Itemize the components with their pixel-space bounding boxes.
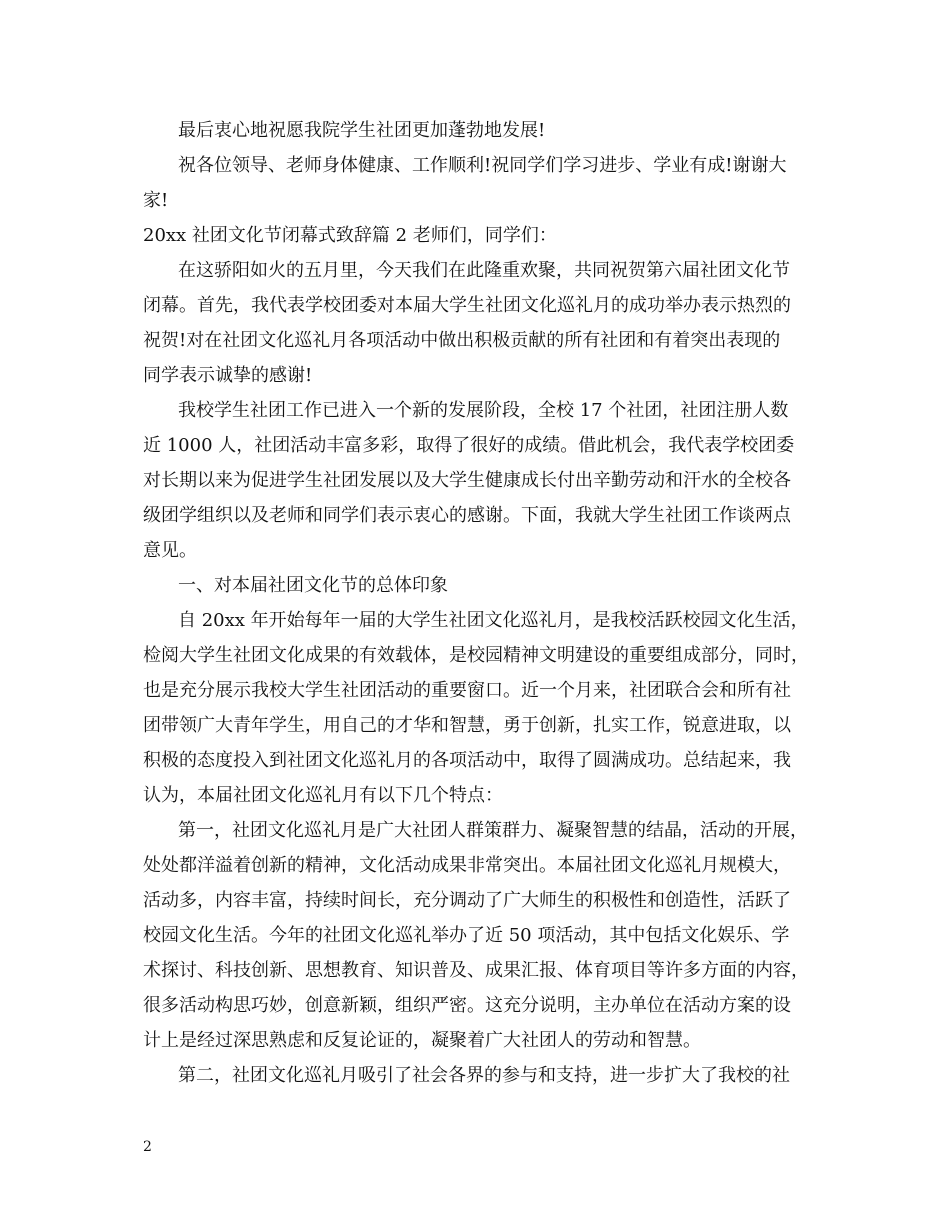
text-line: 闭幕。首先，我代表学校团委对本届大学生社团文化巡礼月的成功举办表示热烈的 [143, 295, 791, 316]
text-line: 团带领广大青年学生，用自己的才华和智慧，勇于创新，扎实工作，锐意进取，以 [143, 715, 791, 736]
text-line: 在这骄阳如火的五月里，今天我们在此隆重欢聚，共同祝贺第六届社团文化节 [178, 260, 790, 281]
text-line: 祝贺!对在社团文化巡礼月各项活动中做出积极贡献的所有社团和有着突出表现的 [143, 330, 781, 351]
text-line: 活动多，内容丰富，持续时间长，充分调动了广大师生的积极性和创造性，活跃了 [143, 890, 791, 911]
text-line: 计上是经过深思熟虑和反复论证的，凝聚着广大社团人的劳动和智慧。 [143, 1030, 701, 1051]
text-line: 积极的态度投入到社团文化巡礼月的各项活动中，取得了圆满成功。总结起来，我 [143, 750, 791, 771]
text-line: 术探讨、科技创新、思想教育、知识普及、成果汇报、体育项目等许多方面的内容， [143, 960, 809, 981]
text-line: 校园文化生活。今年的社团文化巡礼举办了近 50 项活动，其中包括文化娱乐、学 [143, 925, 790, 946]
text-line: 同学表示诚挚的感谢! [143, 365, 313, 386]
text-line: 家! [143, 190, 169, 211]
text-line: 也是充分展示我校大学生社团活动的重要窗口。近一个月来，社团联合会和所有社 [143, 680, 791, 701]
text-line: 最后衷心地祝愿我院学生社团更加蓬勃地发展! [178, 120, 546, 141]
text-line: 处处都洋溢着创新的精神，文化活动成果非常突出。本届社团文化巡礼月规模大， [143, 855, 791, 876]
text-line: 祝各位领导、老师身体健康、工作顺利!祝同学们学习进步、学业有成!谢谢大 [178, 155, 787, 176]
page-number: 2 [143, 1139, 152, 1155]
text-line: 检阅大学生社团文化成果的有效载体，是校园精神文明建设的重要组成部分，同时， [143, 645, 809, 666]
text-line: 对长期以来为促进学生社团发展以及大学生健康成长付出辛勤劳动和汗水的全校各 [143, 470, 791, 491]
text-line: 我校学生社团工作已进入一个新的发展阶段，全校 17 个社团，社团注册人数 [178, 400, 789, 421]
text-line: 意见。 [143, 540, 197, 561]
text-line: 第二，社团文化巡礼月吸引了社会各界的参与和支持，进一步扩大了我校的社 [178, 1065, 790, 1086]
text-line: 很多活动构思巧妙，创意新颖，组织严密。这充分说明，主办单位在活动方案的设 [143, 995, 791, 1016]
text-line: 第一，社团文化巡礼月是广大社团人群策群力、凝聚智慧的结晶，活动的开展， [178, 820, 808, 841]
text-line: 近 1000 人，社团活动丰富多彩，取得了很好的成绩。借此机会，我代表学校团委 [143, 435, 795, 456]
text-line: 认为，本届社团文化巡礼月有以下几个特点： [143, 785, 503, 806]
text-line: 级团学组织以及老师和同学们表示衷心的感谢。下面，我就大学生社团工作谈两点 [143, 505, 791, 526]
section-heading: 20xx 社团文化节闭幕式致辞篇 2 老师们，同学们： [143, 225, 557, 246]
text-line: 自 20xx 年开始每年一届的大学生社团文化巡礼月，是我校活跃校园文化生活， [178, 610, 809, 631]
subheading: 一、对本届社团文化节的总体印象 [178, 575, 448, 596]
